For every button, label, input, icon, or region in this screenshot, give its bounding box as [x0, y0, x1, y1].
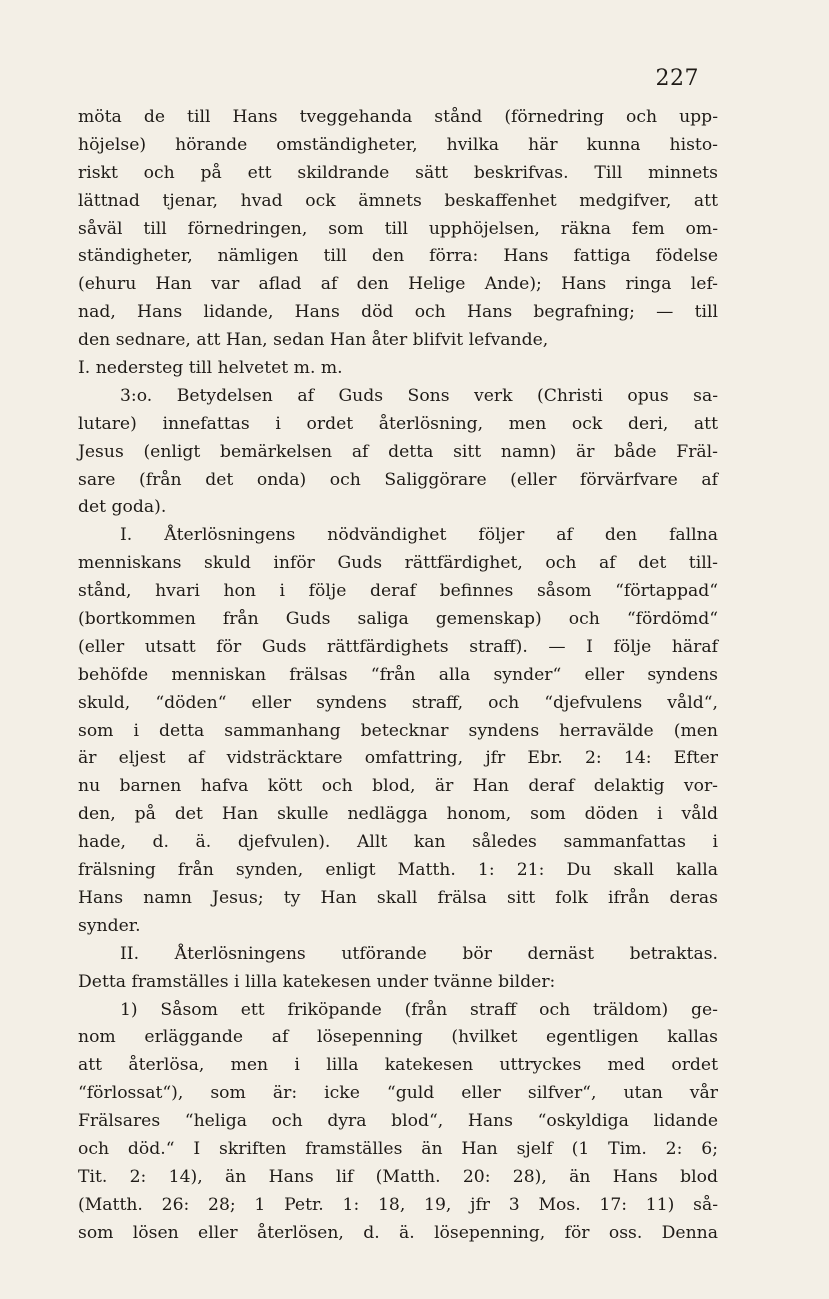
text-line: lutare) innefattas i ordet återlösning, men ock deri, att	[78, 413, 718, 434]
page-number: 227	[655, 66, 699, 91]
text-line: “förlossat“), som är: icke “guld eller silfver“, utan vår	[78, 1083, 718, 1104]
text-line: sare (från det onda) och Saliggörare (eller förvärfvare af	[78, 469, 718, 490]
text-line: möta de till Hans tveggehanda stånd (förnedring och upp-	[78, 107, 718, 127]
text-line: riskt och på ett skildrande sätt beskrifvas. Till minnets	[78, 162, 718, 183]
text-line: (ehuru Han var aflad af den Helige Ande); Hans ringa lef-	[78, 274, 718, 295]
text-line: frälsning från synden, enligt Matth. 1: 21: Du skall kalla	[78, 860, 718, 881]
body-text	[78, 104, 718, 1248]
text-line: synder.	[78, 915, 141, 936]
text-line: att återlösa, men i lilla katekesen uttryckes med ordet	[78, 1055, 718, 1076]
text-line: den sednare, att Han, sedan Han åter blifvit lefvande,	[78, 330, 549, 351]
text-line: såväl till förnedringen, som till upphöjelsen, räkna fem om-	[78, 218, 718, 239]
text-line: (eller utsatt för Guds rättfärdighets straff). — I följe häraf	[78, 636, 718, 657]
text-line: lättnad tjenar, hvad ock ämnets beskaffenhet medgifver, att	[78, 190, 718, 211]
text-line: det goda).	[78, 497, 167, 518]
text-line: ständigheter, nämligen till den förra: Hans fattiga födelse	[78, 246, 718, 267]
text-line: är eljest af vidsträcktare omfattring, jfr Ebr. 2: 14: Efter	[78, 748, 718, 769]
text-line: I. Återlösningens nödvändighet följer af den fallna	[120, 525, 718, 546]
text-line: 1) Såsom ett friköpande (från straff och träldom) ge-	[120, 999, 718, 1020]
text-line: behöfde menniskan frälsas “från alla synder“ eller syndens	[78, 664, 718, 685]
text-line: hade, d. ä. djefvulen). Allt kan således sammanfattas i	[78, 832, 718, 853]
text-line: Detta framställes i lilla katekesen under tvänne bilder:	[78, 971, 556, 992]
text-line: (Matth. 26: 28; 1 Petr. 1: 18, 19, jfr 3 Mos. 17: 11) så-	[78, 1194, 718, 1215]
text-line: höjelse) hörande omständigheter, hvilka här kunna histo-	[78, 134, 718, 155]
text-line: Hans namn Jesus; ty Han skall frälsa sitt folk ifrån deras	[78, 887, 718, 908]
text-line: nad, Hans lidande, Hans död och Hans begrafning; — till	[78, 302, 718, 323]
text-line: I. nedersteg till helvetet m. m.	[78, 358, 343, 379]
text-line: som i detta sammanhang betecknar syndens herravälde (men	[78, 720, 718, 741]
text-line: och död.“ I skriften framställes än Han sjelf (1 Tim. 2: 6;	[78, 1138, 718, 1159]
text-line: stånd, hvari hon i följe deraf befinnes såsom “förtappad“	[78, 581, 718, 602]
text-line: som lösen eller återlösen, d. ä. lösepenning, för oss. Denna	[78, 1222, 718, 1243]
text-line: Tit. 2: 14), än Hans lif (Matth. 20: 28), än Hans blod	[78, 1166, 718, 1187]
text-line: menniskans skuld inför Guds rättfärdighet, och af det till-	[78, 553, 718, 574]
text-line: nu barnen hafva kött och blod, är Han deraf delaktig vor-	[78, 776, 718, 797]
text-line: 3:o. Betydelsen af Guds Sons verk (Christi opus sa-	[120, 385, 718, 406]
text-line: Frälsares “heliga och dyra blod“, Hans “oskyldiga lidande	[78, 1111, 718, 1132]
text-line: II. Återlösningens utförande bör dernäst betraktas.	[120, 943, 718, 964]
text-line: skuld, “döden“ eller syndens straff, och “djefvulens våld“,	[78, 692, 718, 713]
text-line: (bortkommen från Guds saliga gemenskap) och “fördömd“	[78, 609, 718, 630]
text-line: nom erläggande af lösepenning (hvilket egentligen kallas	[78, 1027, 718, 1048]
text-line: Jesus (enligt bemärkelsen af detta sitt namn) är både Fräl-	[78, 441, 718, 462]
text-line: den, på det Han skulle nedlägga honom, som döden i våld	[78, 804, 718, 825]
